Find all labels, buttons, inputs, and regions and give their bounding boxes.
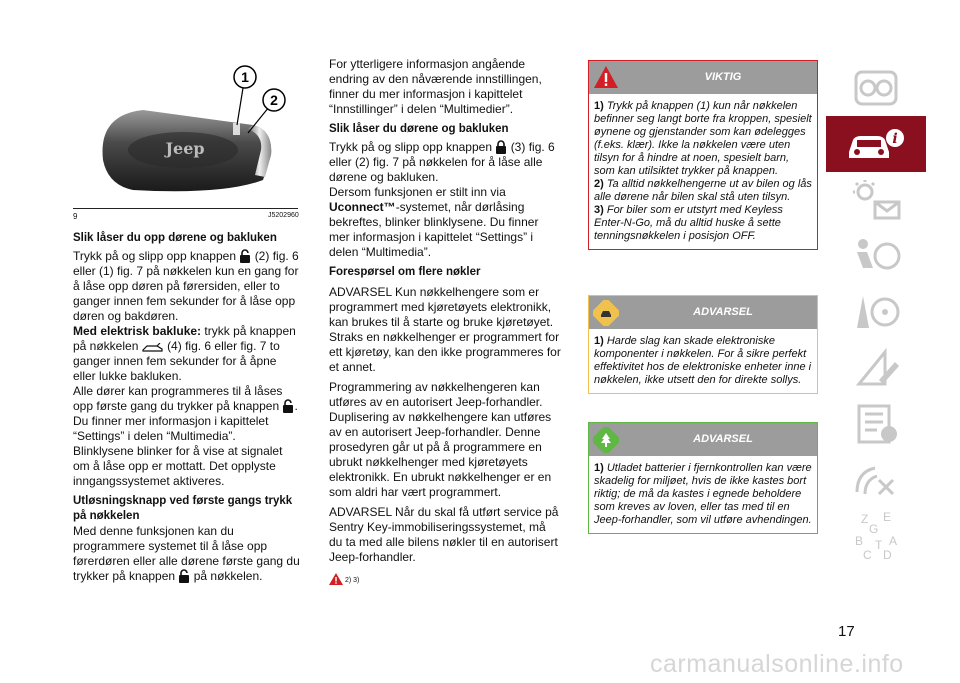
list-item: 1) Harde slag kan skade elektroniske komponenter i nøkkelen. For å sikre perfekt effektivitet hos de elektroniske enheter inne i nøkkelen, ikke utsett den for direkte sollys. [594, 335, 812, 386]
sidebar-item-safety[interactable] [826, 228, 926, 284]
footnote-ref: 2) 3) [329, 573, 561, 588]
warning-box-body [589, 456, 817, 533]
sidebar-item-starting[interactable] [826, 284, 926, 340]
callout-1: 1 [241, 69, 249, 85]
svg-text:Z: Z [861, 512, 869, 526]
paragraph-warning-keys: ADVARSEL Kun nøkkelhengere som er programmert med kjøretøyets elektronikk, kan brukes til å starte og bruke kjøretøyet. Straks en nøkkelhenger er programmert for ett kjøretøy, kan den ikke programmeres for et annet. [329, 285, 561, 374]
safety-airbag-icon [849, 234, 903, 278]
maintenance-checklist-icon [849, 402, 903, 446]
warning-triangle-icon [329, 573, 343, 585]
technical-data-icon [849, 458, 903, 502]
warning-box-header [589, 296, 817, 329]
svg-text:D: D [883, 548, 892, 561]
svg-text:B: B [855, 534, 864, 548]
svg-text:G: G [869, 522, 879, 536]
svg-text:E: E [883, 511, 892, 524]
unlock-icon [178, 569, 190, 583]
svg-text:C: C [863, 548, 872, 561]
paragraph-lock: Trykk på og slipp opp knappen (3) fig. 6 eller (2) fig. 7 på nøkkelen for å låse alle dørene og bakluken. [329, 140, 555, 184]
column-2 [329, 57, 561, 588]
sidebar-item-lights[interactable] [826, 172, 926, 228]
car-info-icon [845, 124, 907, 164]
chapter-sidebar [826, 60, 926, 564]
heading-first-press: Utløsningsknapp ved første gangs trykk på nøkkelen [73, 495, 293, 522]
sidebar-item-maintenance[interactable] [826, 396, 926, 452]
watermark: carmanualsonline.info [650, 650, 904, 678]
paragraph-tailgate: Med elektrisk bakluke: trykk på knappen på nøkkelen (4) fig. 6 eller fig. 7 to ganger innen fem sekunder for å åpne eller lukke bakluken. [73, 324, 296, 383]
lock-icon [495, 140, 507, 154]
paragraph-duplication: Duplisering av nøkkelhengere kan utføres av en autorisert Jeep-forhandler. Denne prosedyren går ut på å programmere en ubrukt nøkkelhenger med kjøretøyets elektronikk. En ubrukt nøkkelhenger er en som aldri har vært programmert. [329, 410, 552, 499]
list-item: 1) Utladet batterier i fjernkontrollen kan være skadelig for miljøet, hvis de ikke kastes bort riktig; de må da kastes i egnede beholdere som kreves av loven, eller tas med til en Jeep-forhandler, som vil utføre avhendingen. [594, 462, 812, 526]
paragraph-uconnect: Dersom funksjonen er stilt inn via Uconnect™-systemet, når dørlåsing bekreftes, blinker blinklysene. Du finner mer informasjon i kapittelet “Settings” i delen “Multimedia”. [329, 185, 539, 259]
svg-text:T: T [875, 538, 883, 552]
figure-rule [73, 208, 298, 209]
sidebar-item-car-info[interactable] [826, 116, 926, 172]
key-fob-figure [73, 55, 298, 203]
callout-2: 2 [270, 92, 278, 108]
figure-number: 9 [73, 212, 78, 221]
sidebar-item-index[interactable] [826, 508, 926, 564]
index-abc-icon [849, 511, 903, 561]
tailgate-icon [142, 343, 164, 353]
paragraph-unlock: Trykk på og slipp opp knappen (2) fig. 6 eller (1) fig. 7 på nøkkelen kun en gang for å låse opp døren på førersiden, eller to ganger innen fem sekunder for å låse opp døren og bakdøren. [73, 249, 299, 323]
paragraph-programming: Programmering av nøkkelhengeren kan utføres av en autorisert Jeep-forhandler. [329, 380, 543, 409]
important-box-header [589, 61, 817, 94]
important-box-body [589, 94, 817, 249]
warning-box-body [589, 329, 817, 393]
paragraph-program-doors: Alle dører kan programmeres til å låses opp første gang du trykker på knappen . Du finner mer informasjon i kapittelet “Settings” i delen “Multimedia”. [73, 384, 298, 443]
paragraph-first-press: Med denne funksjonen kan du programmere systemet til å låse opp førerdøren eller alle dørene første gang du trykker på knappen på nøkkelen. [73, 524, 300, 583]
heading-more-keys: Forespørsel om flere nøkler [329, 266, 481, 278]
warning-box-title: ADVARSEL [693, 433, 753, 445]
warning-box-title: ADVARSEL [693, 306, 753, 318]
heading-lock: Slik låser du dørene og bakluken [329, 123, 509, 135]
warning-breakdown-icon [849, 346, 903, 390]
sidebar-item-technical[interactable] [826, 452, 926, 508]
heading-unlock: Slik låser du opp dørene og bakluken [73, 232, 277, 244]
page-number: 17 [838, 623, 855, 640]
warning-box-header [589, 423, 817, 456]
svg-text:A: A [889, 534, 898, 548]
warning-box-environment [588, 422, 818, 534]
important-box [588, 60, 818, 250]
svg-text:i: i [892, 131, 898, 147]
starting-driving-icon [849, 290, 903, 334]
unlock-icon [239, 249, 251, 263]
dashboard-icon [853, 68, 899, 108]
jeep-logo: Jeep [165, 139, 205, 158]
list-item: 3) For biler som er utstyrt med Keyless Enter-N-Go, må du alltid huske å sette tenningsnøkkelen i posisjon OFF. [594, 204, 783, 242]
unlock-icon [282, 399, 294, 413]
figure-code: J5202960 [268, 212, 299, 219]
paragraph-blinkers: Blinklysene blinker for å vise at signalet om å låse opp er mottatt. Det opplyste inngangssystemet aktiveres. [73, 444, 283, 488]
sidebar-item-emergency[interactable] [826, 340, 926, 396]
paragraph-more-info: For ytterligere informasjon angående endring av den nåværende innstillingen, finner du mer informasjon i kapittelet “Innstillinger” i delen “Multimedier”. [329, 57, 542, 116]
sidebar-item-dashboard[interactable] [826, 60, 926, 116]
important-box-title: VIKTIG [704, 71, 742, 83]
paragraph-sentry: ADVARSEL Når du skal få utført service på Sentry Key-immobiliseringssystemet, må du ta med alle bilens nøkler til en autorisert Jeep-forhandler. [329, 505, 559, 564]
warning-box-damage [588, 295, 818, 394]
column-1 [73, 231, 301, 584]
list-item: 1) Trykk på knappen (1) kun når nøkkelen befinner seg langt borte fra kroppen, spesielt øynene og gjenstander som kan ødelegges (f.eks. klær). Ikke la nøkkelen være uten tilsyn for å hindre at noen, spesielt barn, som kan utilsiktet trykker på knappen. [594, 100, 812, 177]
list-item: 2) Ta alltid nøkkelhengerne ut av bilen og lås alle dørene når bilen skal stå uten tilsyn. [594, 178, 812, 203]
lights-climate-icon [849, 178, 903, 222]
